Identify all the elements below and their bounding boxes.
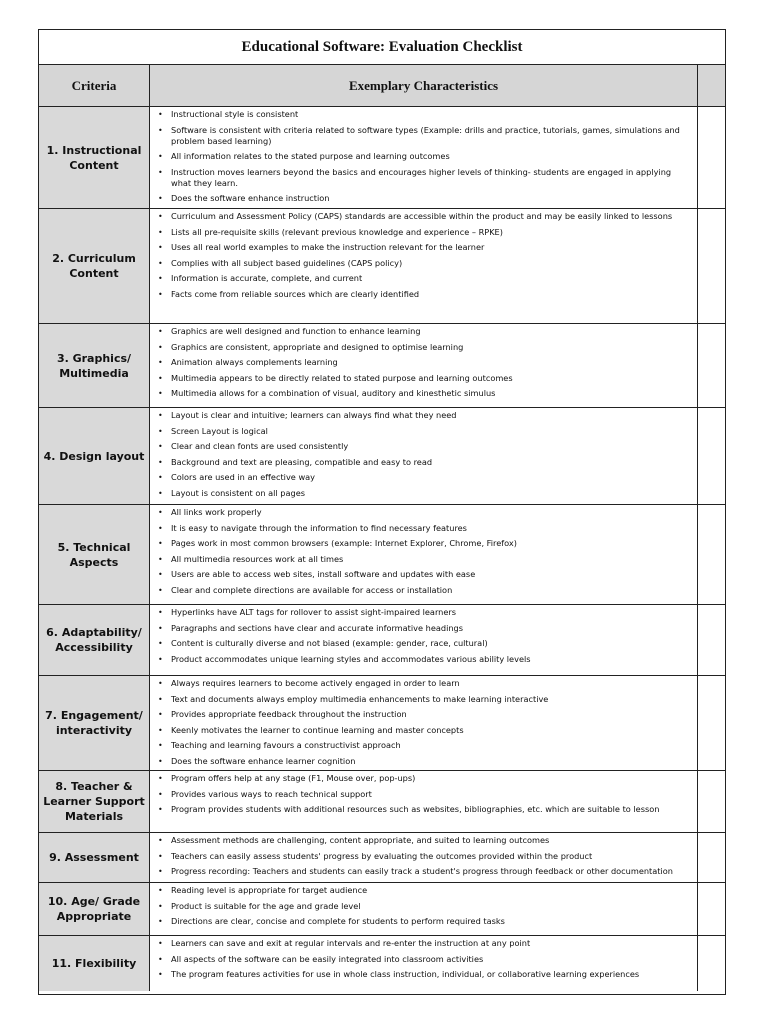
table-row <box>39 833 725 883</box>
table-row <box>39 883 725 936</box>
characteristics-cell <box>150 605 698 675</box>
blank-cell <box>698 605 725 675</box>
characteristics-list <box>150 326 697 399</box>
characteristics-header: Exemplary Characteristics <box>150 65 698 106</box>
list-item: • Users are able to access web sites, install software and updates with ease <box>150 569 697 580</box>
list-item: • Information is accurate, complete, and current <box>150 273 697 284</box>
list-item: • Background and text are pleasing, compatible and easy to read <box>150 457 697 468</box>
criteria-cell: 1. Instructional Content <box>39 107 150 208</box>
characteristics-list <box>150 885 697 927</box>
criteria-cell: 4. Design layout <box>39 408 150 504</box>
list-item: • Instructional style is consistent <box>150 109 697 120</box>
criteria-cell: 10. Age/ Grade Appropriate <box>39 883 150 935</box>
list-item: • All multimedia resources work at all times <box>150 554 697 565</box>
blank-cell <box>698 771 725 832</box>
list-item: • Program offers help at any stage (F1, Mouse over, pop-ups) <box>150 773 697 784</box>
table-row <box>39 209 725 324</box>
list-item: • Does the software enhance learner cognition <box>150 756 697 767</box>
characteristics-cell <box>150 936 698 991</box>
list-item: • Graphics are consistent, appropriate and designed to optimise learning <box>150 342 697 353</box>
characteristics-list <box>150 607 697 665</box>
blank-cell <box>698 107 725 208</box>
criteria-cell: 2. Curriculum Content <box>39 209 150 323</box>
list-item: • Facts come from reliable sources which are clearly identified <box>150 289 697 300</box>
list-item: • Clear and complete directions are available for access or installation <box>150 585 697 596</box>
table-row <box>39 605 725 676</box>
characteristics-list <box>150 507 697 596</box>
table-row <box>39 107 725 209</box>
blank-cell <box>698 936 725 991</box>
list-item: • Graphics are well designed and function to enhance learning <box>150 326 697 337</box>
characteristics-cell <box>150 833 698 882</box>
list-item: • Colors are used in an effective way <box>150 472 697 483</box>
list-item: • Curriculum and Assessment Policy (CAPS) standards are accessible within the product and may be easily linked to lessons <box>150 211 697 222</box>
blank-cell <box>698 883 725 935</box>
list-item: • Does the software enhance instruction <box>150 193 697 204</box>
list-item: • It is easy to navigate through the information to find necessary features <box>150 523 697 534</box>
table-row <box>39 771 725 833</box>
list-item: • Multimedia appears to be directly related to stated purpose and learning outcomes <box>150 373 697 384</box>
list-item: • Always requires learners to become actively engaged in order to learn <box>150 678 697 689</box>
list-item: • Directions are clear, concise and complete for students to perform required tasks <box>150 916 697 927</box>
list-item: • Content is culturally diverse and not biased (example: gender, race, cultural) <box>150 638 697 649</box>
table-header-row <box>39 65 725 107</box>
table-body <box>39 107 725 991</box>
list-item: • Clear and clean fonts are used consistently <box>150 441 697 452</box>
list-item: • Reading level is appropriate for target audience <box>150 885 697 896</box>
criteria-cell: 7. Engagement/ interactivity <box>39 676 150 770</box>
list-item: • Learners can save and exit at regular intervals and re-enter the instruction at any point <box>150 938 697 949</box>
table-row <box>39 324 725 408</box>
criteria-cell: 9. Assessment <box>39 833 150 882</box>
list-item: • The program features activities for use in whole class instruction, individual, or collaborative learning experiences <box>150 969 697 980</box>
characteristics-list <box>150 678 697 767</box>
list-item: • Text and documents always employ multimedia enhancements to make learning interactive <box>150 694 697 705</box>
list-item: • Screen Layout is logical <box>150 426 697 437</box>
list-item: • Layout is clear and intuitive; learners can always find what they need <box>150 410 697 421</box>
table-row <box>39 676 725 771</box>
list-item: • Animation always complements learning <box>150 357 697 368</box>
criteria-cell: 11. Flexibility <box>39 936 150 991</box>
evaluation-checklist-table <box>38 29 726 995</box>
list-item: • Uses all real world examples to make the instruction relevant for the learner <box>150 242 697 253</box>
characteristics-list <box>150 211 697 300</box>
criteria-cell: 3. Graphics/ Multimedia <box>39 324 150 407</box>
list-item: • Provides various ways to reach technical support <box>150 789 697 800</box>
characteristics-list <box>150 773 697 815</box>
list-item: • All aspects of the software can be easily integrated into classroom activities <box>150 954 697 965</box>
list-item: • Teachers can easily assess students' progress by evaluating the outcomes provided within the product <box>150 851 697 862</box>
blank-cell <box>698 324 725 407</box>
table-row <box>39 408 725 505</box>
list-item: • Complies with all subject based guidelines (CAPS policy) <box>150 258 697 269</box>
criteria-cell: 6. Adaptability/ Accessibility <box>39 605 150 675</box>
table-row <box>39 936 725 991</box>
list-item: • Keenly motivates the learner to continue learning and master concepts <box>150 725 697 736</box>
list-item: • Lists all pre-requisite skills (relevant previous knowledge and experience – RPKE) <box>150 227 697 238</box>
characteristics-cell <box>150 771 698 832</box>
blank-cell <box>698 505 725 604</box>
blank-header-cell <box>698 65 725 106</box>
document-title: Educational Software: Evaluation Checklist <box>39 30 725 65</box>
list-item: • Paragraphs and sections have clear and accurate informative headings <box>150 623 697 634</box>
characteristics-list <box>150 938 697 980</box>
list-item: • Product accommodates unique learning styles and accommodates various ability levels <box>150 654 697 665</box>
characteristics-cell <box>150 676 698 770</box>
list-item: • Assessment methods are challenging, content appropriate, and suited to learning outcomes <box>150 835 697 846</box>
criteria-header: Criteria <box>39 65 150 106</box>
list-item: • Program provides students with additional resources such as websites, bibliographies, etc. which are suitable to lesson <box>150 804 697 815</box>
characteristics-list <box>150 109 697 204</box>
characteristics-cell <box>150 883 698 935</box>
list-item: • Progress recording: Teachers and students can easily track a student's progress through feedback or other documentation <box>150 866 697 877</box>
characteristics-list <box>150 410 697 499</box>
list-item: • Layout is consistent on all pages <box>150 488 697 499</box>
characteristics-cell <box>150 505 698 604</box>
list-item: • Product is suitable for the age and grade level <box>150 901 697 912</box>
table-row <box>39 505 725 605</box>
characteristics-list <box>150 835 697 877</box>
list-item: • All links work properly <box>150 507 697 518</box>
list-item: • Multimedia allows for a combination of visual, auditory and kinesthetic simulus <box>150 388 697 399</box>
list-item: • Teaching and learning favours a constructivist approach <box>150 740 697 751</box>
list-item: • Software is consistent with criteria related to software types (Example: drills and practice, tutorials, games, simulations and problem based learning) <box>150 125 697 147</box>
criteria-cell: 5. Technical Aspects <box>39 505 150 604</box>
list-item: • Pages work in most common browsers (example: Internet Explorer, Chrome, Firefox) <box>150 538 697 549</box>
blank-cell <box>698 833 725 882</box>
blank-cell <box>698 676 725 770</box>
characteristics-cell <box>150 209 698 323</box>
list-item: • Hyperlinks have ALT tags for rollover to assist sight-impaired learners <box>150 607 697 618</box>
characteristics-cell <box>150 107 698 208</box>
list-item: • Provides appropriate feedback throughout the instruction <box>150 709 697 720</box>
characteristics-cell <box>150 324 698 407</box>
list-item: • All information relates to the stated purpose and learning outcomes <box>150 151 697 162</box>
list-item: • Instruction moves learners beyond the basics and encourages higher levels of thinking- students are engaged in applying what they learn. <box>150 167 697 189</box>
characteristics-cell <box>150 408 698 504</box>
blank-cell <box>698 408 725 504</box>
criteria-cell: 8. Teacher & Learner Support Materials <box>39 771 150 832</box>
blank-cell <box>698 209 725 323</box>
